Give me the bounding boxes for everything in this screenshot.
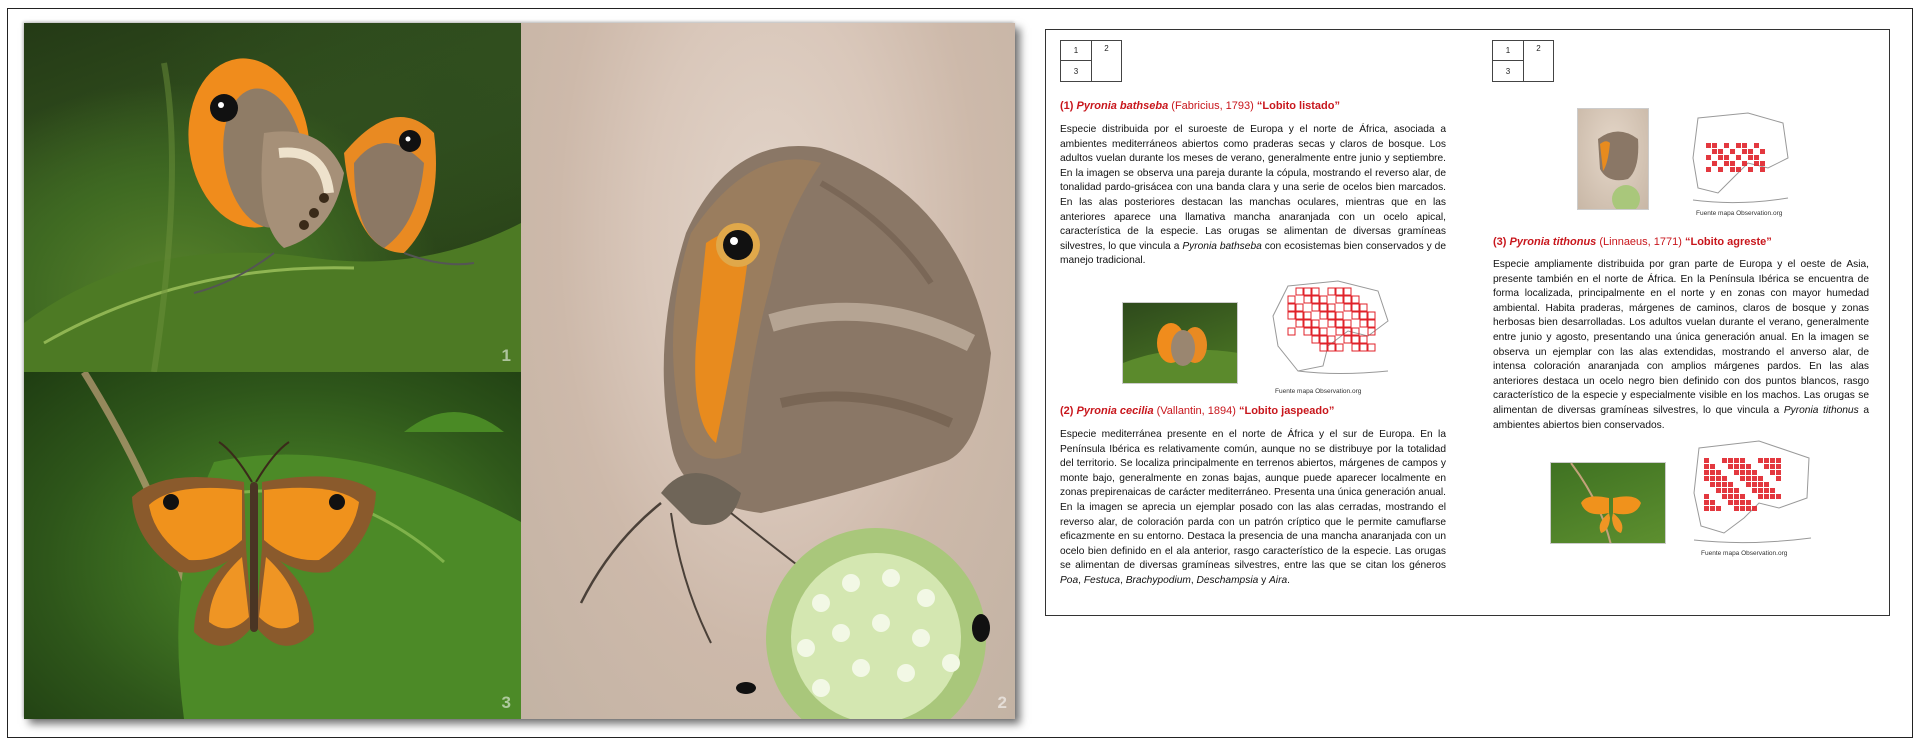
map-record-square <box>1736 143 1741 148</box>
map-record-square <box>1704 458 1709 463</box>
map-record-square <box>1716 476 1721 481</box>
species-1-description: Especie distribuida por el suroeste de Europa y el norte de África, asociada a ambientes mediterráneos abiertos como praderas secas y claros de bosque. Los adultos vuelan durante los meses de verano, generalmente entre junio y septiembre. En la imagen se observa una pareja durante la cópula, mostrando el reverso alar, de tonalidad pardo-grisácea con una banda clara y una serie de ocelos bien marcados. En las alas posteriores destacan las manchas oculares, mientras que en las anteriores aparece una llamativa mancha anaranjada con un ocelo apical, característica de la especie. Las orugas se alimentan de diversas gramíneas silvestres, lo que vincula a Pyronia bathseba con ecosistemas bien conservados y de manejo tradicional. <box>1060 124 1446 267</box>
photo-3-number: 3 <box>501 693 511 712</box>
species-2-map-caption: Fuente mapa Observation.org <box>1696 210 1783 217</box>
map-record-square <box>1728 464 1733 469</box>
map-record-square <box>1776 476 1781 481</box>
map-record-square <box>1360 312 1367 319</box>
key-cell-3: 3 <box>1060 60 1092 82</box>
map-record-square <box>1724 155 1729 160</box>
description-panel <box>1045 29 1890 616</box>
map-record-square <box>1328 312 1335 319</box>
map-record-square <box>1748 155 1753 160</box>
map-record-square <box>1336 312 1343 319</box>
map-record-square <box>1770 458 1775 463</box>
key-cell-2: 2 <box>1091 40 1122 82</box>
photo-3-open-wings[interactable] <box>24 372 521 719</box>
species-3-title: (3) Pyronia tithonus (Linnaeus, 1771) “Lobito agreste” <box>1493 236 1772 248</box>
map-record-square <box>1304 320 1311 327</box>
species-3-thumbnail[interactable] <box>1550 462 1666 544</box>
map-record-square <box>1758 476 1763 481</box>
map-record-square <box>1734 494 1739 499</box>
map-record-square <box>1368 344 1375 351</box>
photo-1-illustration <box>24 23 521 372</box>
map-record-square <box>1746 506 1751 511</box>
map-record-square <box>1728 494 1733 499</box>
map-record-square <box>1730 167 1735 172</box>
map-record-square <box>1740 476 1745 481</box>
map-record-square <box>1712 143 1717 148</box>
map-record-square <box>1718 149 1723 154</box>
map-record-square <box>1296 304 1303 311</box>
map-record-square <box>1736 155 1741 160</box>
map-record-square <box>1770 488 1775 493</box>
map-record-square <box>1304 288 1311 295</box>
species-3-thumbnail-art <box>1551 463 1666 544</box>
map-record-square <box>1776 494 1781 499</box>
map-record-square <box>1706 167 1711 172</box>
map-record-square <box>1320 336 1327 343</box>
map-record-square <box>1724 161 1729 166</box>
map-record-square <box>1740 470 1745 475</box>
map-record-square <box>1336 328 1343 335</box>
map-record-square <box>1754 155 1759 160</box>
species-3-distribution-map[interactable] <box>1689 438 1815 548</box>
map-record-square <box>1320 328 1327 335</box>
map-record-square <box>1336 344 1343 351</box>
map-record-square <box>1352 312 1359 319</box>
map-record-square <box>1344 320 1351 327</box>
map-record-square <box>1770 464 1775 469</box>
map-record-square <box>1710 464 1715 469</box>
map-record-square <box>1712 161 1717 166</box>
species-1-thumbnail[interactable] <box>1122 302 1238 384</box>
map-record-square <box>1352 344 1359 351</box>
photo-1-mating-pair[interactable] <box>24 23 521 372</box>
map-record-square <box>1704 500 1709 505</box>
map-record-square <box>1722 494 1727 499</box>
map-record-square <box>1710 470 1715 475</box>
map-record-square <box>1776 458 1781 463</box>
species-1-map-caption: Fuente mapa Observation.org <box>1275 388 1362 395</box>
map-record-square <box>1728 488 1733 493</box>
map-record-square <box>1716 488 1721 493</box>
map-record-square <box>1288 296 1295 303</box>
map-record-square <box>1344 336 1351 343</box>
map-record-square <box>1734 500 1739 505</box>
map-record-square <box>1718 155 1723 160</box>
map-record-square <box>1352 304 1359 311</box>
species-2-distribution-map[interactable] <box>1688 108 1792 208</box>
map-record-square <box>1740 464 1745 469</box>
map-record-square <box>1734 470 1739 475</box>
map-record-square <box>1704 494 1709 499</box>
map-record-square <box>1368 320 1375 327</box>
map-record-square <box>1352 336 1359 343</box>
map-record-square <box>1770 494 1775 499</box>
map-record-square <box>1776 470 1781 475</box>
map-record-square <box>1754 143 1759 148</box>
species-2-thumbnail-art <box>1578 109 1649 210</box>
map-record-square <box>1704 470 1709 475</box>
map-record-square <box>1742 149 1747 154</box>
map-record-square <box>1730 149 1735 154</box>
map-record-square <box>1716 506 1721 511</box>
map-record-square <box>1718 167 1723 172</box>
photo-3-illustration <box>24 372 521 719</box>
map-record-square <box>1288 328 1295 335</box>
species-1-title: (1) Pyronia bathseba (Fabricius, 1793) “Lobito listado” <box>1060 100 1340 112</box>
map-record-square <box>1320 296 1327 303</box>
map-record-square <box>1328 288 1335 295</box>
photo-plate <box>24 23 1015 719</box>
map-record-square <box>1710 506 1715 511</box>
map-record-square <box>1328 320 1335 327</box>
map-record-square <box>1728 458 1733 463</box>
map-record-square <box>1704 476 1709 481</box>
species-1-distribution-map[interactable] <box>1268 276 1398 386</box>
layout-key-left <box>1060 40 1122 82</box>
species-1-thumbnail-art <box>1123 303 1238 384</box>
map-record-square <box>1748 149 1753 154</box>
map-record-square <box>1764 488 1769 493</box>
map-record-square <box>1706 143 1711 148</box>
map-record-square <box>1728 500 1733 505</box>
photo-2-closed-wings[interactable] <box>521 23 1015 719</box>
map-record-square <box>1368 312 1375 319</box>
map-record-square <box>1734 458 1739 463</box>
map-record-square <box>1740 458 1745 463</box>
photo-1-number: 1 <box>501 346 511 365</box>
photo-2-illustration <box>521 23 1015 719</box>
species-2-thumbnail[interactable] <box>1577 108 1649 210</box>
map-record-square <box>1746 482 1751 487</box>
map-record-square <box>1752 488 1757 493</box>
species-2-description: Especie mediterránea presente en el norte de África y el sur de Europa. En la Península Ibérica es relativamente común, aunque no se distribuye por la totalidad del territorio. Se localiza principalmente en terrenos abiertos, márgenes de campos y monte bajo, generalmente en zonas bajas, aunque puede aparecer localmente en zonas prepirenaicas de carácter mediterráneo. Presenta una única generación anual. En la imagen se aprecia un ejemplar posado con las alas cerradas, mostrando el reverso alar, de coloración parda con un patrón críptico que le permite camuflarse eficazmente en su entorno. Destaca la presencia de una mancha anaranjada con un ocelo bien definido en el ala anterior, rasgo característico de la especie. Las orugas se alimentan de diversas gramíneas silvestres, entre las que se citan los géneros Poa, Festuca, Brachypodium, Deschampsia y Aira. <box>1060 429 1446 586</box>
map-record-square <box>1320 312 1327 319</box>
map-record-square <box>1746 464 1751 469</box>
map-record-square <box>1320 304 1327 311</box>
map-record-square <box>1758 488 1763 493</box>
map-record-square <box>1728 482 1733 487</box>
map-record-square <box>1760 149 1765 154</box>
map-record-square <box>1764 464 1769 469</box>
map-record-square <box>1742 143 1747 148</box>
map-record-square <box>1352 296 1359 303</box>
map-record-square <box>1724 143 1729 148</box>
map-record-square <box>1754 161 1759 166</box>
map-record-square <box>1730 161 1735 166</box>
map-record-square <box>1716 470 1721 475</box>
map-record-square <box>1320 344 1327 351</box>
map-record-square <box>1736 167 1741 172</box>
map-record-square <box>1740 500 1745 505</box>
map-record-square <box>1344 296 1351 303</box>
map-record-square <box>1758 458 1763 463</box>
map-record-square <box>1712 149 1717 154</box>
map-record-square <box>1710 476 1715 481</box>
map-record-square <box>1328 304 1335 311</box>
map-record-square <box>1776 464 1781 469</box>
map-record-square <box>1312 336 1319 343</box>
map-record-square <box>1764 458 1769 463</box>
map-record-square <box>1710 500 1715 505</box>
map-record-square <box>1740 494 1745 499</box>
map-record-square <box>1344 304 1351 311</box>
map-record-square <box>1752 470 1757 475</box>
map-record-square <box>1734 506 1739 511</box>
species-3-description: Especie ampliamente distribuida por gran parte de Europa y el oeste de Asia, presente también en el norte de África. En la Península Ibérica se encuentra de forma localizada, principalmente en el norte y en zonas con mayor humedad ambiental. Habita praderas, márgenes de caminos, claros de bosque y zonas herbosas bien desarrolladas. Los adultos vuelan durante el verano, generalmente entre junio y agosto, presentando una única generación anual. En la imagen se observa un ejemplar con las alas extendidas, mostrando el anverso alar, de intensa coloración anaranjada con amplios márgenes pardos. En las alas anteriores destaca un ocelo negro bien definido con dos puntos blancos, rasgo característico de la especie y especialmente visible en los machos. Las orugas se alimentan de diversas gramíneas silvestres, lo que vincula a Pyronia tithonus a ambientes abiertos bien conservados. <box>1493 259 1869 431</box>
map-record-square <box>1734 488 1739 493</box>
key-cell-1: 1 <box>1060 40 1092 61</box>
map-record-square <box>1360 320 1367 327</box>
map-record-square <box>1722 476 1727 481</box>
map-record-square <box>1312 304 1319 311</box>
map-record-square <box>1758 482 1763 487</box>
map-record-square <box>1312 328 1319 335</box>
map-record-square <box>1336 320 1343 327</box>
map-record-square <box>1344 288 1351 295</box>
map-record-square <box>1746 500 1751 505</box>
photo-2-number: 2 <box>997 693 1007 712</box>
key-right-cell-1: 1 <box>1492 40 1524 61</box>
map-record-square <box>1296 312 1303 319</box>
map-record-square <box>1764 494 1769 499</box>
map-record-square <box>1752 482 1757 487</box>
map-record-square <box>1722 458 1727 463</box>
map-record-square <box>1704 506 1709 511</box>
map-record-square <box>1296 288 1303 295</box>
layout-key-right <box>1492 40 1554 82</box>
map-record-square <box>1304 296 1311 303</box>
map-record-square <box>1312 288 1319 295</box>
map-record-square <box>1296 320 1303 327</box>
key-right-cell-3: 3 <box>1492 60 1524 82</box>
species-2-title: (2) Pyronia cecilia (Vallantin, 1894) “Lobito jaspeado” <box>1060 405 1335 417</box>
map-record-square <box>1360 344 1367 351</box>
map-record-square <box>1360 336 1367 343</box>
map-record-square <box>1304 328 1311 335</box>
key-right-cell-2: 2 <box>1523 40 1554 82</box>
map-record-square <box>1312 296 1319 303</box>
map-record-square <box>1746 470 1751 475</box>
map-record-square <box>1760 161 1765 166</box>
map-record-square <box>1752 476 1757 481</box>
map-record-square <box>1336 288 1343 295</box>
map-record-square <box>1710 482 1715 487</box>
map-record-square <box>1758 494 1763 499</box>
map-record-square <box>1706 155 1711 160</box>
species-3-map-caption: Fuente mapa Observation.org <box>1701 550 1788 557</box>
map-record-square <box>1722 488 1727 493</box>
map-record-square <box>1764 482 1769 487</box>
map-record-square <box>1716 482 1721 487</box>
map-record-square <box>1288 312 1295 319</box>
map-record-square <box>1288 304 1295 311</box>
map-record-square <box>1734 464 1739 469</box>
map-record-square <box>1722 482 1727 487</box>
map-record-square <box>1740 506 1745 511</box>
map-record-square <box>1760 167 1765 172</box>
map-record-square <box>1746 476 1751 481</box>
map-record-square <box>1704 464 1709 469</box>
map-record-square <box>1770 470 1775 475</box>
map-record-square <box>1336 296 1343 303</box>
map-record-square <box>1312 320 1319 327</box>
map-record-square <box>1304 312 1311 319</box>
map-record-square <box>1742 161 1747 166</box>
map-record-square <box>1748 167 1753 172</box>
map-record-square <box>1752 506 1757 511</box>
map-record-square <box>1360 304 1367 311</box>
